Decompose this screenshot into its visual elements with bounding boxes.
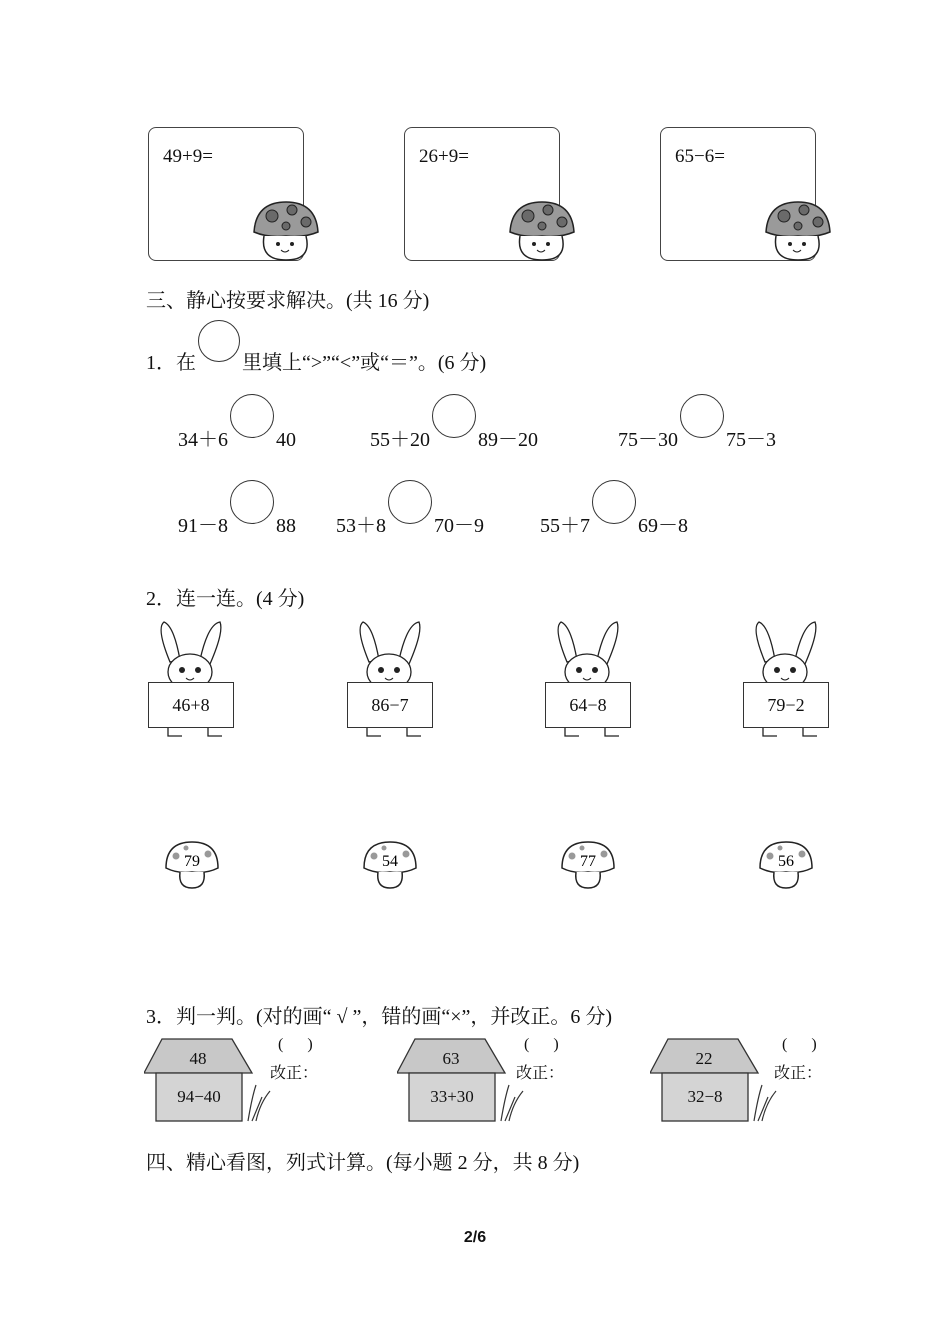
calc-expression: 65−6= bbox=[675, 146, 725, 167]
house-card bbox=[144, 1037, 274, 1123]
compare-item bbox=[540, 494, 688, 538]
answer-circle[interactable] bbox=[230, 394, 274, 438]
answer-circle[interactable] bbox=[388, 480, 432, 524]
bunny-sign: 79−2 bbox=[743, 682, 829, 728]
fix-label: 改正： bbox=[270, 1065, 319, 1082]
mushroom-target[interactable] bbox=[162, 838, 222, 892]
bunny-card[interactable] bbox=[148, 618, 238, 738]
compare-left: 75－30 bbox=[618, 429, 678, 451]
mushroom-mascot-icon bbox=[762, 198, 834, 264]
compare-left: 53＋8 bbox=[336, 515, 386, 537]
calc-expression: 26+9= bbox=[419, 146, 469, 167]
compare-right: 40 bbox=[276, 429, 296, 451]
compare-left: 91－8 bbox=[178, 515, 228, 537]
compare-right: 70－9 bbox=[434, 515, 484, 537]
mushroom-target[interactable] bbox=[558, 838, 618, 892]
compare-left: 34＋6 bbox=[178, 429, 228, 451]
mushroom-target[interactable] bbox=[360, 838, 420, 892]
house-body-expression: 33+30 bbox=[430, 1087, 474, 1106]
section-3-title: 三、静心按要求解决。(共 16 分) bbox=[146, 290, 430, 312]
section-4-title: 四、精心看图，列式计算。(每小题 2 分，共 8 分) bbox=[146, 1152, 580, 1174]
mushroom-number: 77 bbox=[580, 853, 596, 870]
house-roof-value: 63 bbox=[442, 1049, 460, 1068]
compare-item bbox=[178, 408, 296, 452]
bunny-sign: 46+8 bbox=[148, 682, 234, 728]
fix-label: 改正： bbox=[774, 1065, 823, 1082]
bunny-card[interactable] bbox=[347, 618, 437, 738]
compare-left: 55＋20 bbox=[370, 429, 430, 451]
bunny-card[interactable] bbox=[545, 618, 635, 738]
mushroom-mascot-icon bbox=[250, 198, 322, 264]
mushroom-number: 56 bbox=[778, 853, 794, 870]
mushroom-number: 54 bbox=[382, 853, 398, 870]
answer-circle[interactable] bbox=[432, 394, 476, 438]
judge-paren[interactable]: ( ) bbox=[524, 1036, 559, 1053]
compare-item bbox=[370, 408, 538, 452]
q1-prefix: 1．在 bbox=[146, 352, 196, 374]
mushroom-icon bbox=[558, 838, 618, 892]
compare-item bbox=[336, 494, 484, 538]
house-body-expression: 32−8 bbox=[687, 1087, 723, 1106]
q1-instruction bbox=[146, 346, 486, 388]
judge-paren[interactable]: ( ) bbox=[782, 1036, 817, 1053]
bunny-sign: 86−7 bbox=[347, 682, 433, 728]
blank-circle bbox=[198, 320, 240, 362]
compare-item bbox=[618, 408, 776, 452]
q3-title: 3．判一判。(对的画“ √ ”，错的画“×”，并改正。6 分) bbox=[146, 1006, 613, 1028]
answer-circle[interactable] bbox=[230, 480, 274, 524]
house-roof-value: 22 bbox=[695, 1049, 713, 1068]
calc-expression: 49+9= bbox=[163, 146, 213, 167]
compare-right: 75－3 bbox=[726, 429, 776, 451]
mushroom-icon bbox=[360, 838, 420, 892]
judge-paren[interactable]: ( ) bbox=[278, 1036, 313, 1053]
bunny-card[interactable] bbox=[743, 618, 833, 738]
bunny-sign: 64−8 bbox=[545, 682, 631, 728]
mushroom-mascot-icon bbox=[506, 198, 578, 264]
mushroom-icon bbox=[756, 838, 816, 892]
compare-right: 88 bbox=[276, 515, 296, 537]
house-card bbox=[650, 1037, 780, 1123]
house-card bbox=[397, 1037, 527, 1123]
fix-label: 改正： bbox=[516, 1065, 565, 1082]
mushroom-target[interactable] bbox=[756, 838, 816, 892]
compare-right: 69－8 bbox=[638, 515, 688, 537]
mushroom-number: 79 bbox=[184, 853, 200, 870]
page-number: 2/6 bbox=[463, 1229, 487, 1246]
mushroom-icon bbox=[162, 838, 222, 892]
q2-title: 2．连一连。(4 分) bbox=[146, 588, 305, 610]
answer-circle[interactable] bbox=[592, 480, 636, 524]
q1-suffix: 里填上“>”“<”或“＝”。(6 分) bbox=[242, 352, 487, 374]
house-roof-value: 48 bbox=[189, 1049, 207, 1068]
house-body-expression: 94−40 bbox=[177, 1087, 221, 1106]
compare-right: 89－20 bbox=[478, 429, 538, 451]
compare-item bbox=[178, 494, 296, 538]
answer-circle[interactable] bbox=[680, 394, 724, 438]
compare-left: 55＋7 bbox=[540, 515, 590, 537]
